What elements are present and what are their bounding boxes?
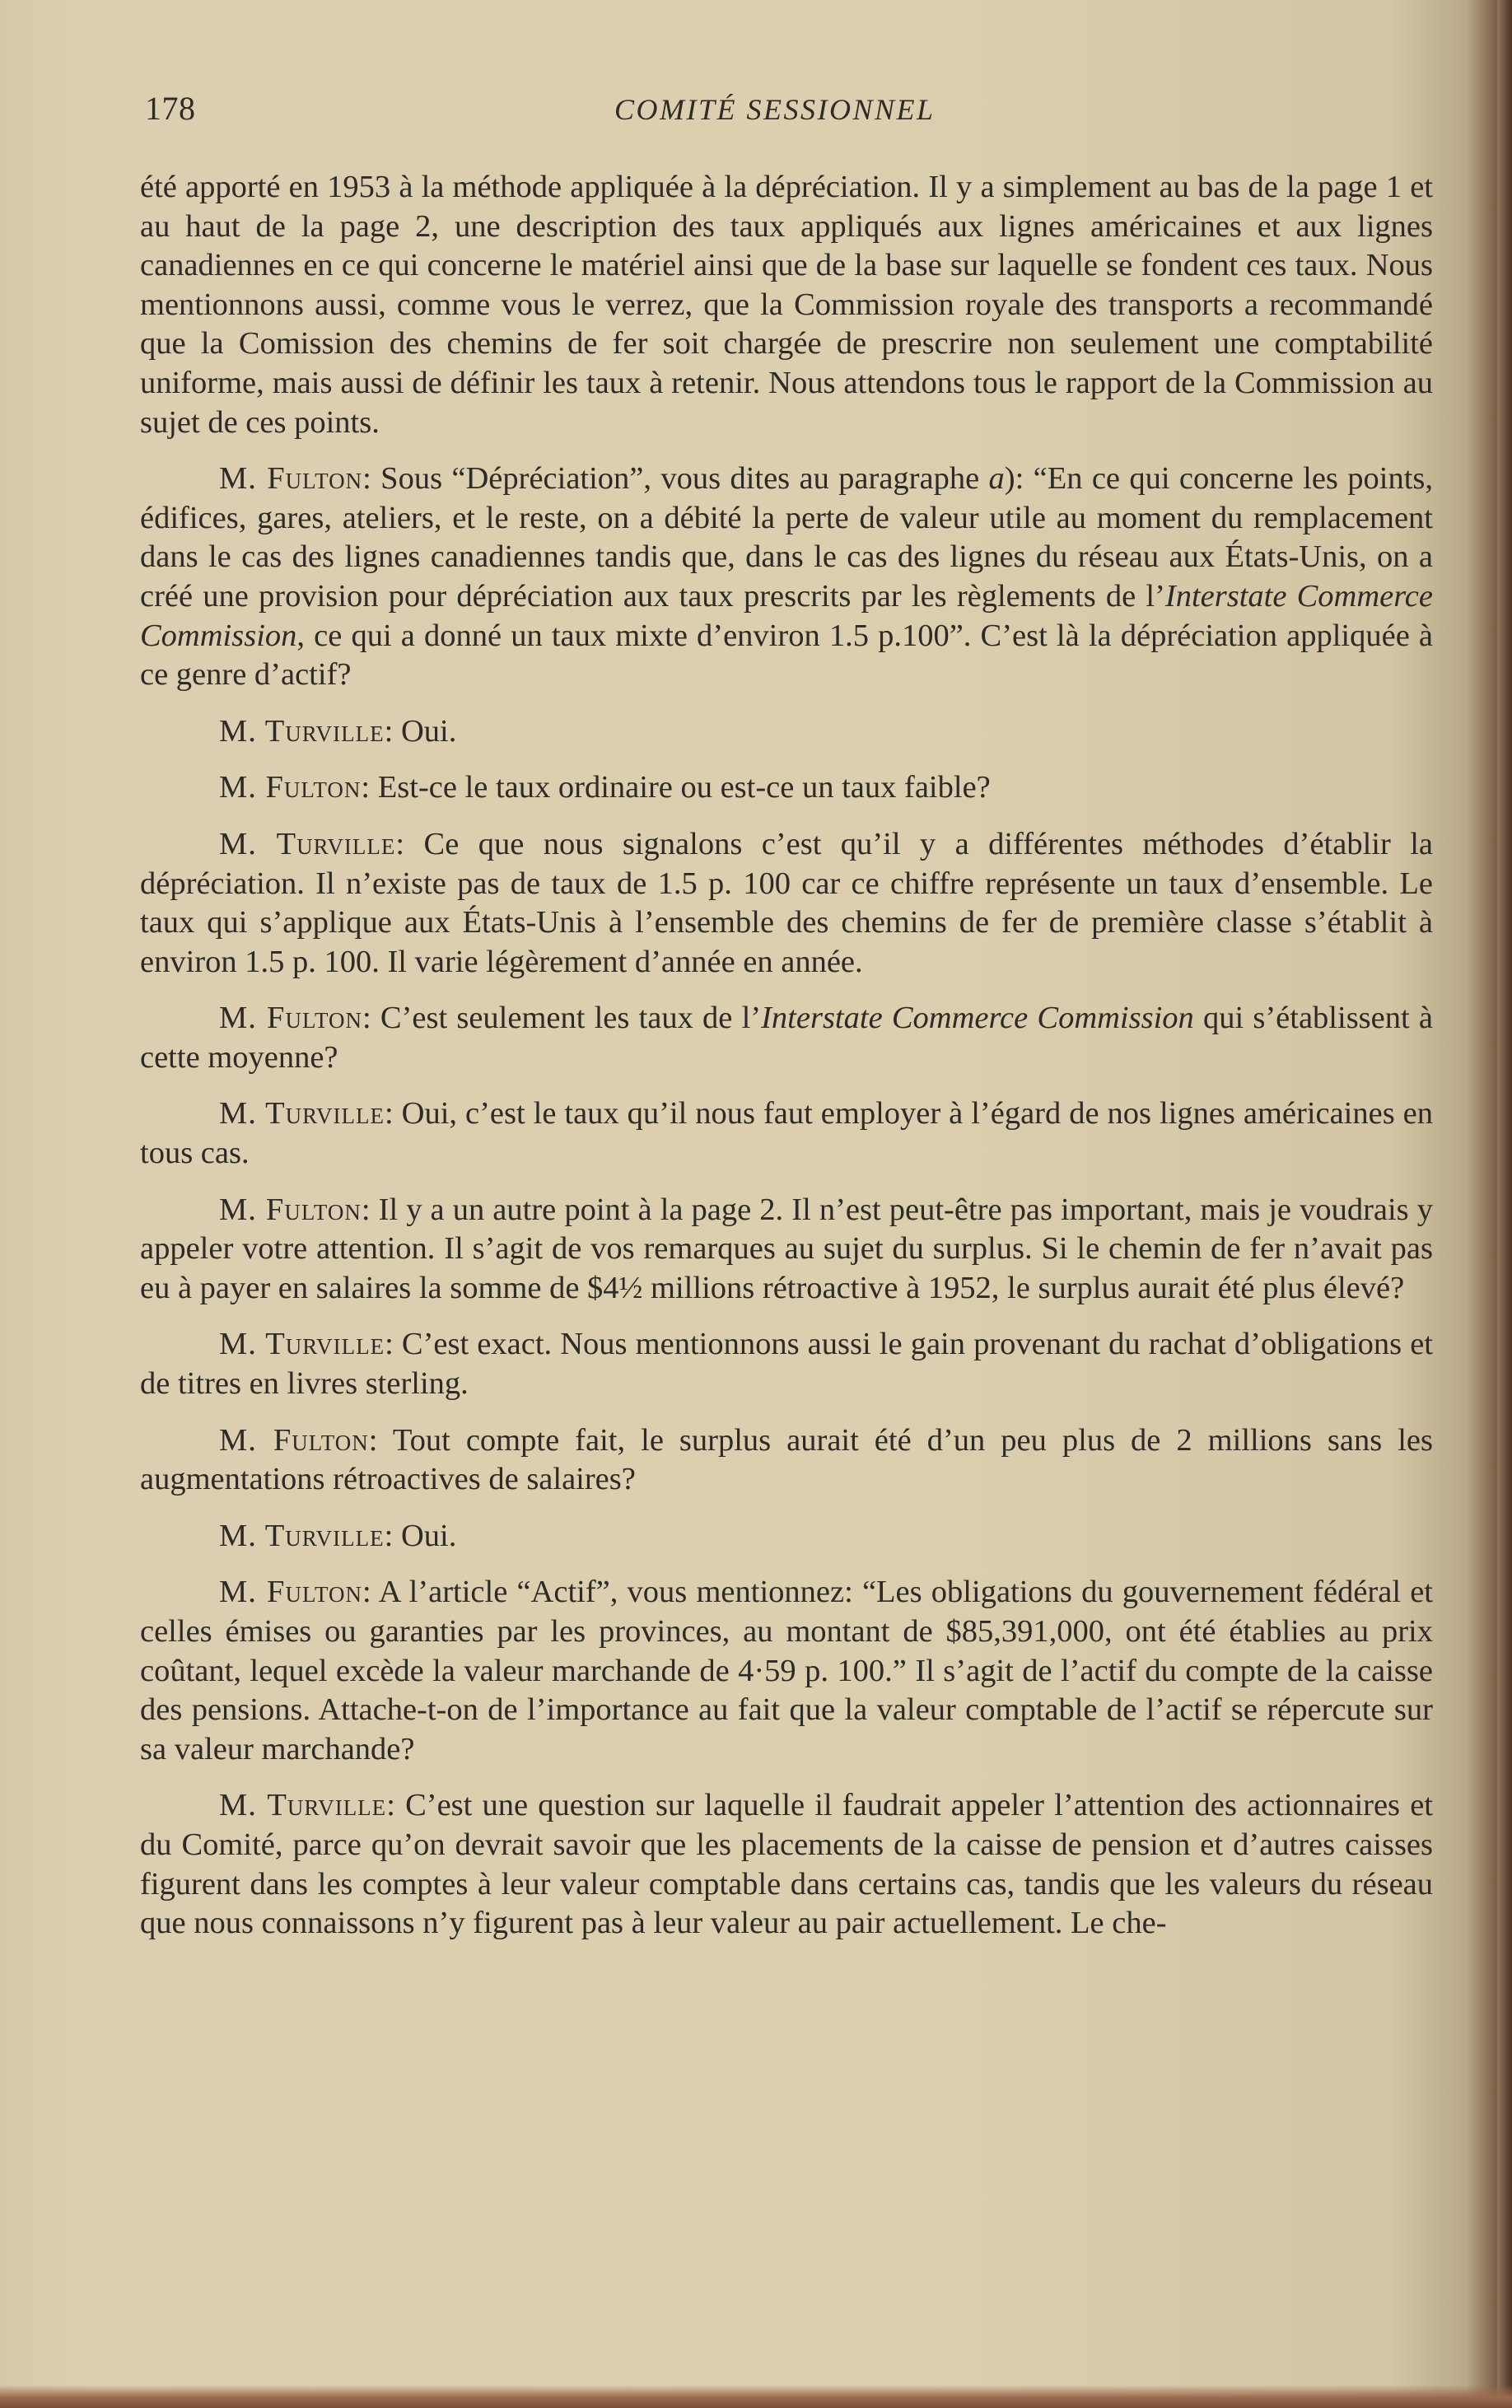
continuation-paragraph	[140, 168, 1433, 442]
paragraph-text: C’est seulement les taux de l’	[380, 1001, 762, 1036]
paragraph-text: , ce qui a donné un taux mixte d’environ 1.5 p.100”. C’est là la dépréciation appliquée à ce genre d’actif?	[140, 618, 1433, 693]
italic-text: Interstate Commerce Commission	[761, 1001, 1194, 1036]
speaker-name: M. Turville	[219, 826, 396, 861]
dialogue-paragraph: M. Fulton: Tout compte fait, le surplus aurait été d’un peu plus de 2 millions sans les augmentations rétroactives de salaires?	[140, 1422, 1433, 1497]
paragraph-text: ): “En ce qui concerne les points, édifices, gares, ateliers, et le reste, on a débité la perte de valeur utile au moment du remplacement dans le cas des lignes canadiennes tandis que, dans le cas des lignes du réseau aux États-Unis, on a créé une provision pour dépréciation aux taux prescrits par les règlements de l’	[140, 461, 1433, 614]
speaker-name: M. Fulton	[219, 1422, 369, 1458]
speaker-name: M. Fulton	[219, 1001, 362, 1036]
dialogue-paragraph: M. Turville: Oui, c’est le taux qu’il nous faut employer à l’égard de nos lignes américaines en tous cas.	[140, 1096, 1434, 1171]
speaker-name: M. Turville	[219, 1327, 385, 1362]
paragraph-text: Oui.	[400, 713, 457, 749]
dialogue-paragraph: M. Turville: C’est exact. Nous mentionnons aussi le gain provenant du rachat d’obligations et de titres en livres sterling.	[140, 1327, 1433, 1402]
paragraph-text: qui s’établissent à cette moyenne?	[140, 1001, 1433, 1075]
paragraph-text: Ce que nous signalons c’est qu’il y a différentes méthodes d’établir la dépréciation. Il n’existe pas de taux de 1.5 p. 100 car ce chiffre représente un taux d’ensemble. Le taux qui s’applique aux États-Unis à l’ensemble des chemins de fer de première classe s’établit à environ 1.5 p. 100. Il varie légèrement d’année en année.	[140, 826, 1433, 979]
paragraph-text: Est-ce le taux ordinaire ou est-ce un taux faible?	[377, 770, 991, 805]
speaker-name: M. Turville	[219, 1518, 385, 1553]
speaker-name: M. Fulton	[219, 770, 362, 805]
speaker-name: M. Turville	[219, 1788, 387, 1823]
speaker-name: M. Turville	[219, 713, 385, 749]
dialogue-paragraph: M. Turville: Oui.	[219, 713, 457, 749]
dialogue-paragraph: M. Turville: C’est une question sur laquelle il faudrait appeler l’attention des actionnaires et du Comité, parce qu’on devrait savoir que les placements de la caisse de pension et d’autres caisses figurent dans les comptes à leur valeur comptable dans certains cas, tandis que les valeurs du réseau que nous connaissons n’y figurent pas à leur valeur au pair actuellement. Le che-	[140, 1788, 1434, 1941]
running-head: COMITÉ SESSIONNEL	[614, 93, 936, 126]
dialogue-paragraph: M. Fulton: Est-ce le taux ordinaire ou est-ce un taux faible?	[219, 770, 991, 805]
paragraph-text: Tout compte fait, le surplus aurait été d’un peu plus de 2 millions sans les augmentations rétroactives de salaires?	[140, 1422, 1433, 1497]
page-header	[145, 89, 1430, 138]
paragraph-text: C’est exact. Nous mentionnons aussi le gain provenant du rachat d’obligations et de titres en livres sterling.	[140, 1327, 1433, 1402]
speaker-name: M. Fulton	[219, 461, 363, 497]
paragraph-text: Oui, c’est le taux qu’il nous faut employer à l’égard de nos lignes américaines en tous cas.	[140, 1096, 1434, 1171]
dialogue-paragraph: M. Turville: Ce que nous signalons c’est qu’il y a différentes méthodes d’établir la dépréciation. Il n’existe pas de taux de 1.5 p. 100 car ce chiffre représente un taux d’ensemble. Le taux qui s’applique aux États-Unis à l’ensemble des chemins de fer de première classe s’établit à environ 1.5 p. 100. Il varie légèrement d’année en année.	[140, 826, 1433, 979]
speaker-name: M. Fulton	[219, 1192, 362, 1227]
paragraph-text: été apporté en 1953 à la méthode appliquée à la dépréciation. Il y a simplement au bas de la page 1 et au haut de la page 2, une description des taux appliqués aux lignes américaines et aux lignes canadiennes en ce qui concerne le matériel ainsi que de la base sur laquelle se fondent ces taux. Nous mentionnons aussi, comme vous le verrez, que la Commission royale des transports a recommandé que la Comission des chemins de fer soit chargée de prescrire non seulement une comptabilité uniforme, mais aussi de définir les taux à retenir. Nous attendons tous le rapport de la Commission au sujet de ces points.	[140, 170, 1433, 440]
page-number: 178	[145, 90, 196, 127]
dialogue-paragraph: M. Fulton: Sous “Dépréciation”, vous dites au paragraphe a): “En ce qui concerne les points, édifices, gares, ateliers, et le reste, on a débité la perte de valeur utile au moment du remplacement dans le cas des lignes canadiennes tandis que, dans le cas des lignes du réseau aux États-Unis, on a créé une provision pour dépréciation aux taux prescrits par les règlements de l’Interstate Commerce Commission, ce qui a donné un taux mixte d’environ 1.5 p.100”. C’est là la dépréciation appliquée à ce genre d’actif?	[140, 461, 1433, 693]
page-body	[140, 168, 1433, 1961]
page-bottom-edge	[0, 2385, 1512, 2408]
dialogue-paragraph: M. Turville: Oui.	[219, 1518, 457, 1553]
paragraph-text: C’est une question sur laquelle il faudrait appeler l’attention des actionnaires et du Comité, parce qu’on devrait savoir que les placements de la caisse de pension et d’autres caisses figurent dans les comptes à leur valeur comptable dans certains cas, tandis que les valeurs du réseau que nous connaissons n’y figurent pas à leur valeur au pair actuellement. Le che-	[140, 1788, 1434, 1941]
page-spine-edge	[1497, 0, 1512, 2408]
paragraph-text: Oui.	[400, 1518, 457, 1553]
paragraph-text: Sous “Dépréciation”, vous dites au paragraphe	[380, 461, 989, 497]
italic-text: a	[988, 461, 1005, 497]
paragraph-text: A l’article “Actif”, vous mentionnez: “Les obligations du gouvernement fédéral et celles émises ou garanties par les provinces, au montant de $85,391,000, ont été établies au prix coûtant, lequel excède la valeur marchande de 4·59 p. 100.” Il s’agit de l’actif du compte de la caisse des pensions. Attache-t-on de l’importance au fait que la valeur comptable de l’actif se répercute sur sa valeur marchande?	[140, 1575, 1433, 1766]
paragraph-text: Il y a un autre point à la page 2. Il n’est peut-être pas important, mais je voudrais y appeler votre attention. Il s’agit de vos remarques au sujet du surplus. Si le chemin de fer n’avait pas eu à payer en salaires la somme de $4½ millions rétroactive à 1952, le surplus aurait été plus élevé?	[140, 1192, 1433, 1305]
dialogue-paragraph: M. Fulton: C’est seulement les taux de l’Interstate Commerce Commission qui s’établissent à cette moyenne?	[140, 1001, 1433, 1075]
speaker-name: M. Turville	[219, 1096, 385, 1132]
dialogue-paragraph: M. Fulton: Il y a un autre point à la page 2. Il n’est peut-être pas important, mais je voudrais y appeler votre attention. Il s’agit de vos remarques au sujet du surplus. Si le chemin de fer n’avait pas eu à payer en salaires la somme de $4½ millions rétroactive à 1952, le surplus aurait été plus élevé?	[140, 1192, 1433, 1305]
dialogue-paragraph: M. Fulton: A l’article “Actif”, vous mentionnez: “Les obligations du gouvernement fédéral et celles émises ou garanties par les provinces, au montant de $85,391,000, ont été établies au prix coûtant, lequel excède la valeur marchande de 4·59 p. 100.” Il s’agit de l’actif du compte de la caisse des pensions. Attache-t-on de l’importance au fait que la valeur comptable de l’actif se répercute sur sa valeur marchande?	[140, 1575, 1433, 1766]
speaker-name: M. Fulton	[219, 1575, 362, 1610]
italic-text: Interstate Commerce Commission	[140, 578, 1433, 653]
